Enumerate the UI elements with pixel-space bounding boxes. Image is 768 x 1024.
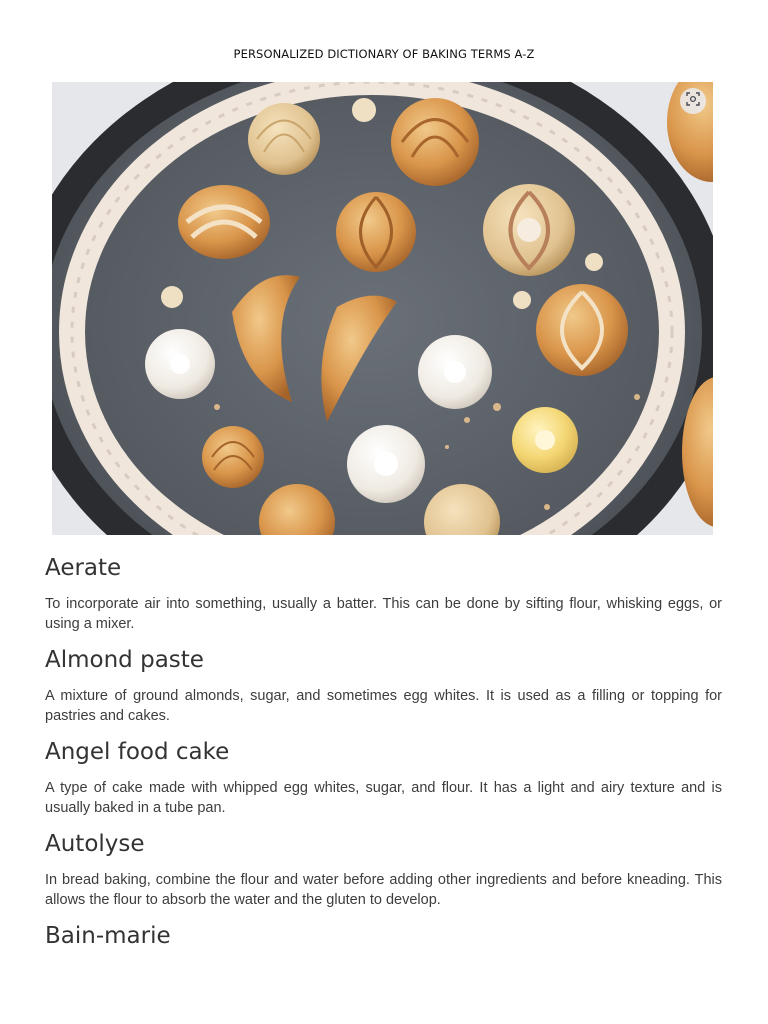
dictionary-entries: [45, 552, 722, 963]
term-definition: A mixture of ground almonds, sugar, and sometimes egg whites. It is used as a filling or topping for pastries and cakes.: [45, 688, 722, 724]
term-heading: Autolyse: [45, 831, 145, 857]
term-heading: Bain-marie: [45, 923, 171, 949]
hero-image: [52, 82, 713, 535]
term-definition: To incorporate air into something, usually a batter. This can be done by sifting flour, whisking eggs, or using a mixer.: [45, 596, 722, 632]
image-search-icon: [686, 92, 700, 111]
pastry-illustration: [52, 82, 713, 535]
term-heading: Almond paste: [45, 647, 204, 673]
term-heading: Aerate: [45, 555, 122, 581]
term-definition: A type of cake made with whipped egg whites, sugar, and flour. It has a light and airy texture and is usually baked in a tube pan.: [45, 780, 722, 816]
image-search-button[interactable]: [680, 88, 706, 114]
page-header: PERSONALIZED DICTIONARY OF BAKING TERMS A-Z: [233, 47, 535, 61]
term-definition: In bread baking, combine the flour and water before adding other ingredients and before kneading. This allows the flour to absorb the water and the gluten to develop.: [45, 872, 722, 908]
term-heading: Angel food cake: [45, 739, 230, 765]
